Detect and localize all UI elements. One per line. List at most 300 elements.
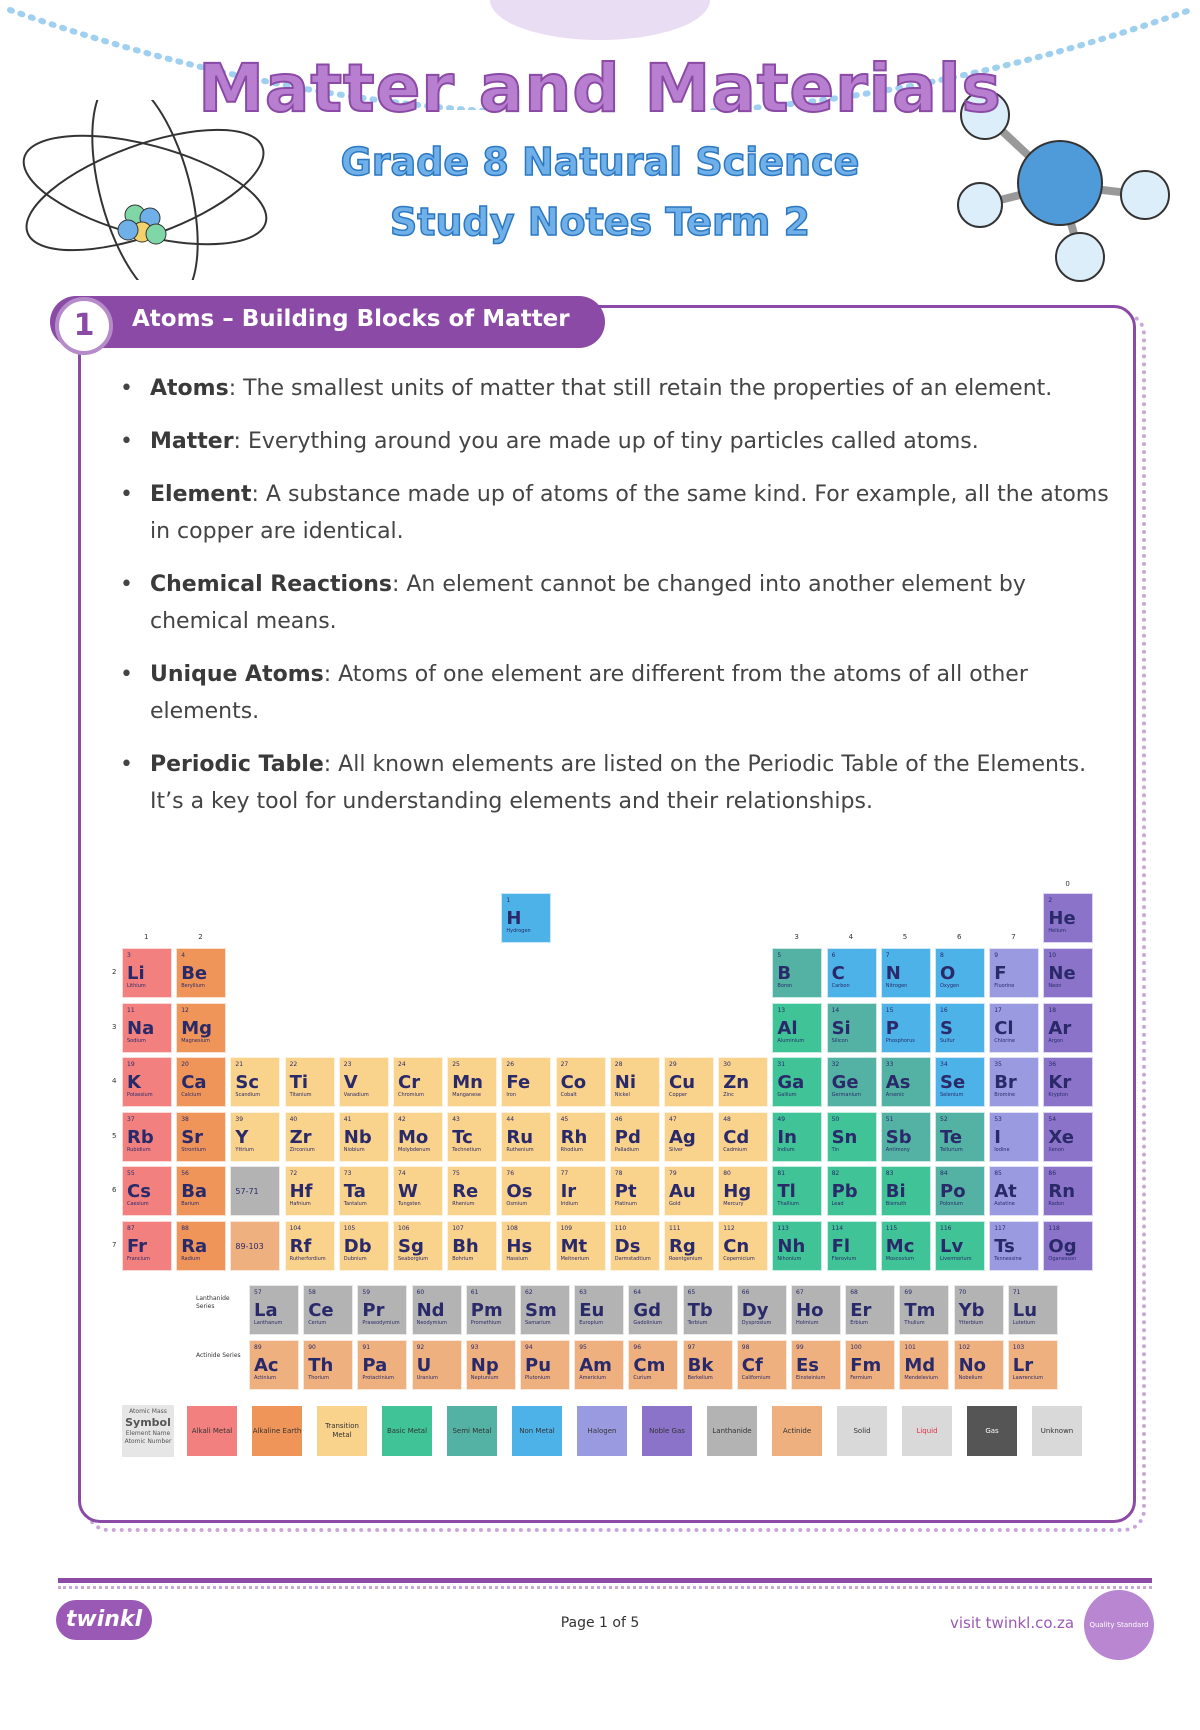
element-cell-cf (737, 1340, 787, 1390)
atomic-number: 45 (560, 1115, 569, 1123)
element-symbol: Ru (506, 1126, 534, 1148)
element-name: Seaborgium (398, 1256, 429, 1262)
element-name: Titanium (289, 1092, 312, 1099)
element-symbol: Rf (289, 1236, 312, 1257)
atomic-number: 59 (362, 1289, 371, 1296)
element-cell-cl (989, 1003, 1039, 1053)
atomic-number: 62 (525, 1289, 533, 1296)
atomic-number: 83 (885, 1170, 894, 1178)
element-name: Iodine (994, 1146, 1010, 1153)
element-name: Tennessine (994, 1256, 1022, 1262)
bullet-text: : All known elements are listed on the Periodic Table of the Elements. It’s a key tool for understanding elements and their relationships. (150, 752, 1087, 814)
atomic-number: 73 (343, 1170, 352, 1178)
element-cell-np (466, 1340, 516, 1390)
atomic-number: 3 (127, 952, 131, 959)
atomic-number: 43 (452, 1115, 460, 1123)
element-name: Boron (777, 983, 793, 989)
atomic-number: 90 (308, 1344, 316, 1351)
element-name: Silver (669, 1146, 684, 1153)
element-name: Beryllium (181, 983, 205, 989)
atomic-number: 48 (723, 1115, 731, 1123)
twinkl-logo: twinkl (56, 1600, 152, 1640)
element-cell-tc (447, 1112, 497, 1162)
element-symbol: Zn (723, 1072, 750, 1094)
bullet-term: Unique Atoms (150, 662, 324, 687)
element-cell-am (574, 1340, 624, 1390)
element-name: Dubnium (343, 1256, 367, 1262)
element-cell-mg (176, 1003, 226, 1053)
element-symbol: Er (850, 1300, 872, 1321)
element-cell-fr (122, 1221, 172, 1271)
element-name: Arsenic (885, 1092, 905, 1099)
atomic-number: 116 (940, 1225, 952, 1232)
element-cell-ca (176, 1057, 226, 1107)
element-cell-ds (610, 1221, 660, 1271)
element-symbol: Hf (289, 1181, 313, 1203)
element-cell-md (899, 1340, 949, 1390)
element-symbol: Sc (235, 1072, 260, 1094)
element-symbol: Og (1048, 1236, 1077, 1257)
group-label: 2 (198, 933, 203, 941)
element-symbol: Eu (579, 1300, 605, 1321)
element-symbol: Sg (398, 1236, 424, 1257)
group-label: 1 (144, 933, 149, 941)
bullet-text: : An element cannot be changed into another element by chemical means. (150, 572, 1026, 634)
element-symbol: Mt (560, 1236, 588, 1257)
element-symbol: Ho (796, 1300, 824, 1321)
atomic-number: 94 (525, 1344, 533, 1351)
element-cell-kr (1043, 1057, 1093, 1107)
element-name: Curium (633, 1375, 652, 1381)
atomic-number: 28 (614, 1061, 623, 1069)
element-cell-i (989, 1112, 1039, 1162)
element-symbol: Bk (687, 1355, 714, 1376)
atomic-number: 4 (181, 952, 186, 959)
element-name: Americium (579, 1375, 607, 1381)
element-name: Calcium (181, 1092, 202, 1099)
element-cell-er (845, 1285, 895, 1335)
element-cell-tb (683, 1285, 733, 1335)
element-name: Samarium (525, 1320, 551, 1326)
atomic-number: 102 (958, 1344, 971, 1351)
element-symbol: Ti (289, 1072, 309, 1094)
element-name: Rubidium (127, 1146, 151, 1153)
element-symbol: Nb (343, 1126, 372, 1148)
element-name: Molybdenum (398, 1146, 431, 1153)
element-cell-ta (339, 1166, 389, 1216)
element-symbol: Lr (1012, 1355, 1034, 1376)
element-name: Neon (1048, 983, 1062, 989)
element-symbol: Ni (614, 1072, 637, 1094)
element-name: Meitnerium (560, 1256, 590, 1262)
element-symbol: Pd (614, 1126, 641, 1148)
element-symbol: W (398, 1181, 418, 1203)
element-symbol: Cl (994, 1017, 1014, 1039)
atomic-number: 99 (796, 1344, 804, 1351)
element-name: Ytterbium (958, 1320, 984, 1326)
legend-swatch: Alkaline Earth (252, 1406, 302, 1456)
element-cell-bh (447, 1221, 497, 1271)
element-cell-sm (520, 1285, 570, 1335)
element-cell-nh (772, 1221, 822, 1271)
period-label: 7 (112, 1241, 117, 1249)
atomic-number: 57 (254, 1289, 262, 1296)
element-symbol: Lu (1012, 1300, 1038, 1321)
atomic-number: 51 (885, 1115, 894, 1123)
element-cell-pr (357, 1285, 407, 1335)
atomic-number: 65 (687, 1289, 696, 1296)
element-cell-tl (772, 1166, 822, 1216)
element-cell-mt (556, 1221, 606, 1271)
atomic-number: 30 (723, 1061, 731, 1069)
element-name: Berkelium (687, 1375, 713, 1381)
element-cell-ru (501, 1112, 551, 1162)
atomic-number: 113 (777, 1225, 789, 1232)
atomic-number: 81 (777, 1170, 786, 1178)
element-cell-co (556, 1057, 606, 1107)
atomic-number: 98 (741, 1344, 750, 1351)
element-cell-db (339, 1221, 389, 1271)
element-symbol: Pm (470, 1300, 503, 1321)
element-cell-n (881, 948, 931, 998)
element-name: Nitrogen (885, 983, 908, 989)
element-symbol: Tm (904, 1300, 936, 1321)
legend-key-symbol: Symbol (125, 1416, 171, 1429)
element-symbol: Ge (831, 1072, 859, 1094)
bullet-text: : The smallest units of matter that still retain the properties of an element. (228, 376, 1053, 401)
element-cell-pt (610, 1166, 660, 1216)
element-name: Technetium (452, 1146, 482, 1153)
element-symbol: Ga (777, 1072, 805, 1094)
atomic-number: 44 (506, 1115, 515, 1123)
element-name: Thallium (777, 1201, 799, 1208)
element-cell-sg (393, 1221, 443, 1271)
element-cell-u (412, 1340, 462, 1390)
atomic-number: 55 (127, 1170, 135, 1178)
bullet-term: Matter (150, 429, 234, 454)
atomic-number: 8 (940, 952, 944, 959)
footer-divider (58, 1578, 1152, 1583)
page-number: Page 1 of 5 (560, 1615, 640, 1631)
atomic-number: 109 (560, 1225, 573, 1232)
atomic-number: 78 (614, 1170, 623, 1178)
atomic-number: 76 (506, 1170, 515, 1178)
atomic-number: 95 (579, 1344, 587, 1351)
element-name: Neodymium (416, 1320, 447, 1326)
element-cell-sr (176, 1112, 226, 1162)
element-name: Zinc (723, 1092, 734, 1099)
element-symbol: Ta (343, 1181, 366, 1203)
element-cell-cr (393, 1057, 443, 1107)
atomic-number: 64 (633, 1289, 642, 1296)
element-cell-pu (520, 1340, 570, 1390)
element-symbol: H (506, 908, 522, 929)
element-cell-sb (881, 1112, 931, 1162)
element-symbol: Mo (398, 1126, 429, 1148)
atomic-number: 112 (723, 1225, 735, 1232)
atomic-number: 40 (289, 1115, 298, 1123)
element-name: Bismuth (885, 1201, 907, 1208)
element-symbol: Ac (254, 1355, 279, 1376)
element-cell-br (989, 1057, 1039, 1107)
element-name: Dysprosium (741, 1320, 772, 1326)
legend-swatch: Alkali Metal (187, 1406, 237, 1456)
atomic-number: 46 (614, 1115, 623, 1123)
element-cell-os (501, 1166, 551, 1216)
legend-swatch: Gas (967, 1406, 1017, 1456)
atomic-number: 86 (1048, 1170, 1057, 1178)
element-name: Xenon (1048, 1146, 1065, 1153)
element-symbol: Rh (560, 1126, 588, 1148)
page-subtitle-line2: Study Notes Term 2 (389, 200, 811, 244)
element-cell-in (772, 1112, 822, 1162)
page-subtitle-line1: Grade 8 Natural Science (340, 140, 860, 184)
atomic-number: 118 (1048, 1225, 1060, 1232)
element-symbol: Sn (831, 1126, 858, 1148)
element-symbol: N (885, 963, 901, 984)
element-symbol: He (1048, 908, 1076, 929)
element-name: Plutonium (525, 1375, 551, 1381)
bullet-item (120, 476, 1110, 550)
element-name: Carbon (831, 983, 850, 989)
element-symbol: O (940, 963, 956, 984)
element-cell-b (772, 948, 822, 998)
element-name: Caesium (127, 1201, 149, 1208)
element-cell-ge (827, 1057, 877, 1107)
element-cell-he (1043, 893, 1093, 943)
element-name: Krypton (1048, 1092, 1069, 1099)
element-name: Praseodymium (362, 1320, 400, 1326)
element-cell-na (122, 1003, 172, 1053)
element-symbol: Re (452, 1181, 479, 1203)
element-symbol: Co (560, 1072, 587, 1094)
atomic-number: 19 (127, 1061, 135, 1069)
legend-swatch: Halogen (577, 1406, 627, 1456)
atomic-number: 16 (940, 1006, 948, 1014)
bullet-item (120, 566, 1110, 640)
element-symbol: Es (796, 1355, 820, 1376)
element-name: Protactinium (362, 1375, 395, 1381)
element-cell-lv (935, 1221, 985, 1271)
element-symbol: Bh (452, 1236, 479, 1257)
group-label: 3 (794, 933, 799, 941)
legend-swatch: Liquid (902, 1406, 952, 1456)
element-name: Rutherfordium (289, 1256, 326, 1262)
element-name: Ruthenium (506, 1146, 534, 1153)
section-title: Atoms – Building Blocks of Matter (132, 306, 570, 332)
atomic-number: 15 (885, 1006, 894, 1014)
atomic-number: 77 (560, 1170, 569, 1178)
element-name: Iridium (560, 1201, 579, 1208)
element-name: Gallium (777, 1092, 797, 1099)
atomic-number: 6 (831, 952, 836, 959)
element-cell-ts (989, 1221, 1039, 1271)
element-name: Iron (506, 1092, 517, 1099)
element-name: Erbium (850, 1320, 869, 1326)
element-cell-cn (718, 1221, 768, 1271)
element-symbol: Kr (1048, 1072, 1072, 1094)
element-symbol: Cs (127, 1181, 151, 1203)
element-cell-at (989, 1166, 1039, 1216)
element-symbol: S (940, 1017, 953, 1039)
element-name: Nihonium (777, 1256, 802, 1262)
element-cell-rn (1043, 1166, 1093, 1216)
element-cell-v (339, 1057, 389, 1107)
element-symbol: Cn (723, 1236, 750, 1257)
atomic-number: 34 (940, 1061, 948, 1069)
element-cell-og (1043, 1221, 1093, 1271)
element-name: Promethium (470, 1320, 502, 1326)
element-symbol: Ir (560, 1181, 577, 1203)
element-cell-f (989, 948, 1039, 998)
element-name: Copper (669, 1092, 688, 1099)
element-symbol: Ds (614, 1236, 641, 1257)
element-symbol: Sm (525, 1300, 557, 1321)
atomic-number: 87 (127, 1225, 135, 1232)
element-symbol: Si (831, 1017, 851, 1039)
atomic-number: 79 (669, 1170, 677, 1178)
atomic-number: 66 (741, 1289, 750, 1296)
atomic-number: 27 (560, 1061, 569, 1069)
element-symbol: Ce (308, 1300, 334, 1321)
element-symbol: F (994, 963, 1007, 984)
element-symbol: Li (127, 963, 145, 984)
element-symbol: Cu (669, 1072, 696, 1094)
atomic-number: 82 (831, 1170, 840, 1178)
quality-badge (1084, 1590, 1154, 1699)
visit-link[interactable]: visit twinkl.co.za (950, 1614, 1075, 1632)
atomic-number: 10 (1048, 952, 1057, 959)
element-cell-rb (122, 1112, 172, 1162)
element-cell-te (935, 1112, 985, 1162)
element-symbol: Be (181, 963, 208, 984)
atomic-number: 33 (885, 1061, 894, 1069)
element-symbol: Au (669, 1181, 696, 1203)
element-name: Hafnium (289, 1201, 311, 1208)
element-cell-mn (447, 1057, 497, 1107)
element-cell-rh (556, 1112, 606, 1162)
element-symbol: Tc (452, 1126, 473, 1148)
element-name: Strontium (181, 1146, 206, 1153)
legend-key-top: Atomic Mass (129, 1408, 167, 1415)
atomic-number: 20 (181, 1061, 189, 1069)
element-symbol: Fe (506, 1072, 531, 1094)
element-name: Europium (579, 1320, 604, 1326)
atomic-number: 101 (904, 1344, 916, 1351)
element-name: Platinum (614, 1201, 637, 1208)
element-name: Moscovium (885, 1256, 914, 1262)
element-name: Zirconium (289, 1146, 315, 1153)
atomic-number: 2 (1048, 897, 1053, 904)
element-cell-no (954, 1340, 1004, 1390)
element-cell-pb (827, 1166, 877, 1216)
element-cell-sc (230, 1057, 280, 1107)
element-cell-hs (501, 1221, 551, 1271)
atomic-number: 49 (777, 1115, 786, 1123)
series-label: Lanthanide Series (196, 1295, 230, 1310)
element-symbol: Nh (777, 1236, 806, 1257)
atomic-number: 63 (579, 1289, 587, 1296)
element-symbol: U (416, 1355, 432, 1376)
atomic-number: 22 (289, 1061, 298, 1069)
atomic-number: 115 (885, 1225, 898, 1232)
element-name: Bromine (994, 1092, 1016, 1099)
atomic-number: 17 (994, 1006, 1002, 1014)
element-cell-ag (664, 1112, 714, 1162)
atomic-number: 106 (398, 1225, 410, 1232)
element-symbol: Th (308, 1355, 334, 1376)
element-name: Osmium (506, 1201, 528, 1208)
atomic-number: 47 (669, 1115, 677, 1123)
element-cell-s (935, 1003, 985, 1053)
element-name: Indium (777, 1146, 795, 1153)
element-symbol: Xe (1048, 1126, 1074, 1148)
element-symbol: Db (343, 1236, 372, 1257)
element-cell-cm (628, 1340, 678, 1390)
bullet-text: : Everything around you are made up of tiny particles called atoms. (233, 429, 979, 454)
atomic-number: 31 (777, 1061, 786, 1069)
bullet-term: Atoms (150, 376, 229, 401)
element-symbol: Mg (181, 1017, 212, 1039)
element-cell-be (176, 948, 226, 998)
element-symbol: Hg (723, 1181, 752, 1203)
atomic-number: 53 (994, 1115, 1002, 1123)
legend-swatch: Solid (837, 1406, 887, 1456)
atomic-number: 14 (831, 1006, 840, 1014)
element-name: 57-71 (235, 1187, 259, 1197)
element-cell-si (827, 1003, 877, 1053)
legend-swatch: Transition Metal (317, 1406, 367, 1456)
element-name: Astatine (994, 1201, 1015, 1208)
atomic-number: 56 (181, 1170, 189, 1178)
element-cell-hf (285, 1166, 335, 1216)
element-cell-ba (176, 1166, 226, 1216)
element-cell-cd (718, 1112, 768, 1162)
element-cell-eu (574, 1285, 624, 1335)
atomic-number: 18 (1048, 1006, 1057, 1014)
element-symbol: Ar (1048, 1017, 1072, 1039)
element-cell-as (881, 1057, 931, 1107)
element-symbol: Tb (687, 1300, 713, 1321)
element-name: Lithium (127, 983, 146, 989)
atomic-number: 24 (398, 1061, 406, 1069)
element-name: Holmium (796, 1320, 819, 1326)
element-symbol: Gd (633, 1300, 662, 1321)
atomic-number: 89 (254, 1344, 262, 1351)
element-cell-ac (249, 1340, 299, 1390)
element-name: Tantalum (343, 1201, 367, 1208)
atomic-number: 36 (1048, 1061, 1057, 1069)
element-symbol: Nd (416, 1300, 445, 1321)
element-cell-la (249, 1285, 299, 1335)
period-label: 5 (112, 1131, 117, 1140)
element-cell-series (230, 1166, 280, 1216)
element-cell-es (791, 1340, 841, 1390)
element-cell-ra (176, 1221, 226, 1271)
element-symbol: Rn (1048, 1181, 1076, 1203)
bullet-term: Periodic Table (150, 752, 324, 777)
element-name: Scandium (235, 1092, 261, 1099)
element-name: Livermorium (940, 1256, 972, 1262)
element-cell-sn (827, 1112, 877, 1162)
element-cell-tm (899, 1285, 949, 1335)
atomic-number: 35 (994, 1061, 1002, 1069)
element-name: Nobelium (958, 1375, 983, 1381)
element-cell-c (827, 948, 877, 998)
element-cell-au (664, 1166, 714, 1216)
bullet-item (120, 423, 1110, 460)
element-name: Einsteinium (796, 1375, 826, 1381)
